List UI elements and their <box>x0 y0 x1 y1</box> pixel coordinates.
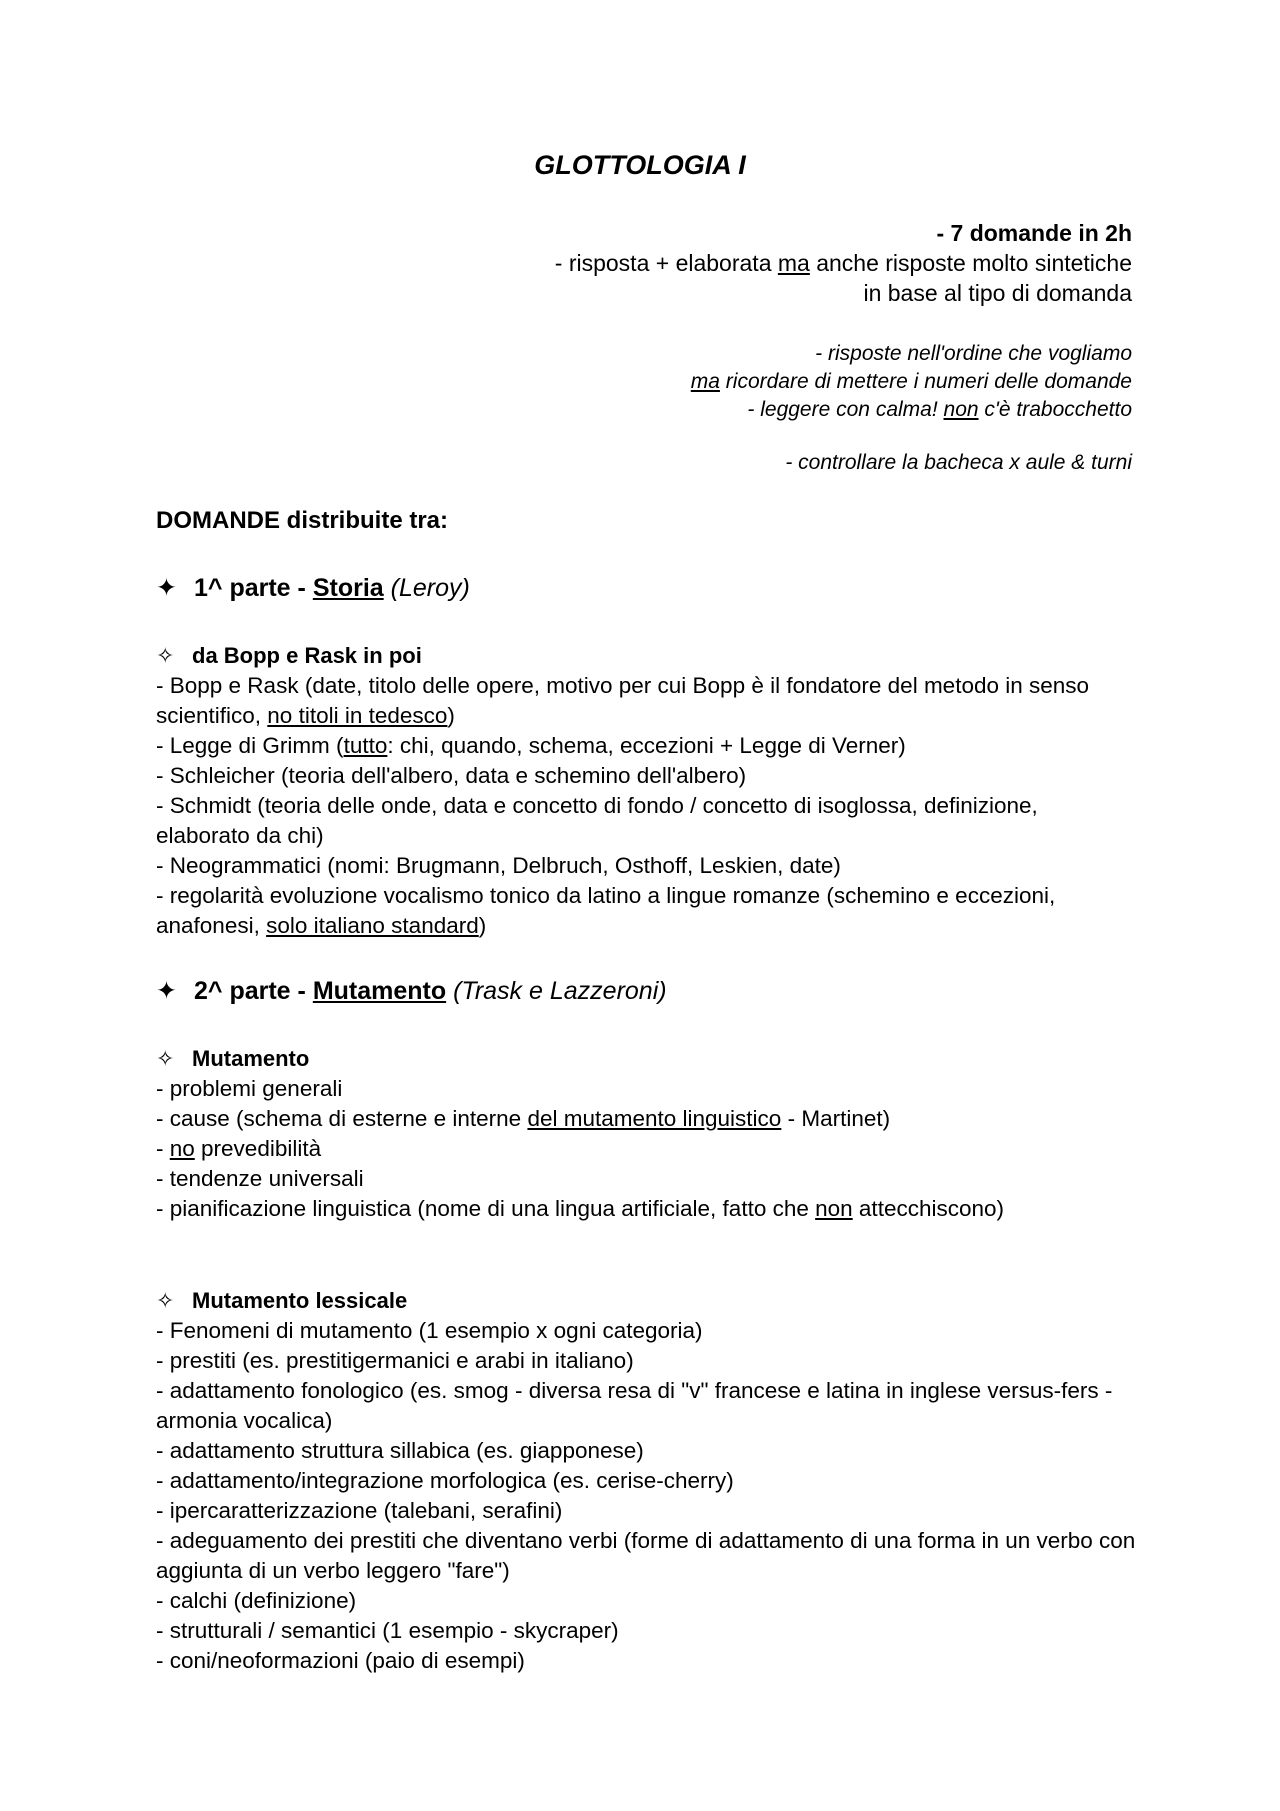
exam-info-line: in base al tipo di domanda <box>863 280 1132 306</box>
exam-info-block <box>555 218 1132 308</box>
part1-list <box>156 671 1136 941</box>
list-item: - regolarità evoluzione vocalismo tonico da latino a lingue romanze (schemino e eccezioni, anafonesi, solo italiano standard) <box>156 883 1056 938</box>
list-item: - adeguamento dei prestiti che diventano verbi (forme di adattamento di una forma in un verbo con aggiunta di un verbo leggero "fare") <box>156 1528 1136 1583</box>
list-item: - calchi (definizione) <box>156 1588 357 1613</box>
outline-star-icon: ✧ <box>156 1288 175 1313</box>
list-item: - strutturali / semantici (1 esempio - skycraper) <box>156 1618 619 1643</box>
part2-heading: ✦ 2^ parte - Mutamento (Trask e Lazzeroni) <box>156 977 667 1005</box>
filled-star-icon: ✦ <box>156 574 177 602</box>
domande-heading: DOMANDE distribuite tra: <box>156 507 449 534</box>
list-item: - Schleicher (teoria dell'albero, data e schemino dell'albero) <box>156 763 747 788</box>
list-item: - no prevedibilità <box>156 1136 322 1161</box>
filled-star-icon: ✦ <box>156 977 177 1005</box>
exam-advice-line: - leggere con calma! non c'è trabocchetto <box>747 398 1132 421</box>
outline-star-icon: ✧ <box>156 1046 175 1071</box>
exam-advice-line: - risposte nell'ordine che vogliamo <box>815 342 1132 365</box>
list-item: - adattamento fonologico (es. smog - diversa resa di "v" francese e latina in inglese versus-fers - armonia vocalica) <box>156 1378 1113 1433</box>
list-item: - tendenze universali <box>156 1166 364 1191</box>
list-item: - adattamento struttura sillabica (es. giapponese) <box>156 1438 644 1463</box>
part2-subheading-mutamento: ✧ Mutamento <box>156 1044 1136 1074</box>
part1-subheading: ✧ da Bopp e Rask in poi <box>156 641 1136 671</box>
lessicale-list <box>156 1316 1136 1676</box>
list-item: - coni/neoformazioni (paio di esempi) <box>156 1648 525 1673</box>
list-item: - pianificazione linguistica (nome di una lingua artificiale, fatto che non attecchiscono) <box>156 1196 1004 1221</box>
list-item: - Bopp e Rask (date, titolo delle opere, motivo per cui Bopp è il fondatore del metodo in senso scientifico, no titoli in tedesco) <box>156 673 1090 728</box>
list-item: - cause (schema di esterne e interne del mutamento linguistico - Martinet) <box>156 1106 891 1131</box>
part1-heading: ✦ 1^ parte - Storia (Leroy) <box>156 574 470 602</box>
outline-star-icon: ✧ <box>156 643 175 668</box>
exam-advice-line: ma ricordare di mettere i numeri delle domande <box>690 370 1132 393</box>
bacheca-note <box>785 449 1132 477</box>
list-item: - Neogrammatici (nomi: Brugmann, Delbruch, Osthoff, Leskien, date) <box>156 853 841 878</box>
document-title: GLOTTOLOGIA I <box>534 150 746 180</box>
exam-info-line: - risposta + elaborata ma anche risposte molto sintetiche <box>554 250 1132 276</box>
part2-subheading-lessicale: ✧ Mutamento lessicale <box>156 1286 1136 1316</box>
list-item: - problemi generali <box>156 1076 343 1101</box>
exam-info-line: - 7 domande in 2h <box>936 220 1132 246</box>
list-item: - ipercaratterizzazione (talebani, serafini) <box>156 1498 563 1523</box>
list-item: - Fenomeni di mutamento (1 esempio x ogni categoria) <box>156 1318 703 1343</box>
list-item: - prestiti (es. prestitigermanici e arabi in italiano) <box>156 1348 634 1373</box>
list-item: - Legge di Grimm (tutto: chi, quando, schema, eccezioni + Legge di Verner) <box>156 733 906 758</box>
list-item: - adattamento/integrazione morfologica (es. cerise-cherry) <box>156 1468 734 1493</box>
exam-advice-line: - controllare la bacheca x aule & turni <box>785 451 1132 474</box>
list-item: - Schmidt (teoria delle onde, data e concetto di fondo / concetto di isoglossa, definizione, elaborato da chi) <box>156 793 1038 848</box>
exam-advice-block <box>691 340 1132 424</box>
mutamento-list <box>156 1074 1136 1224</box>
